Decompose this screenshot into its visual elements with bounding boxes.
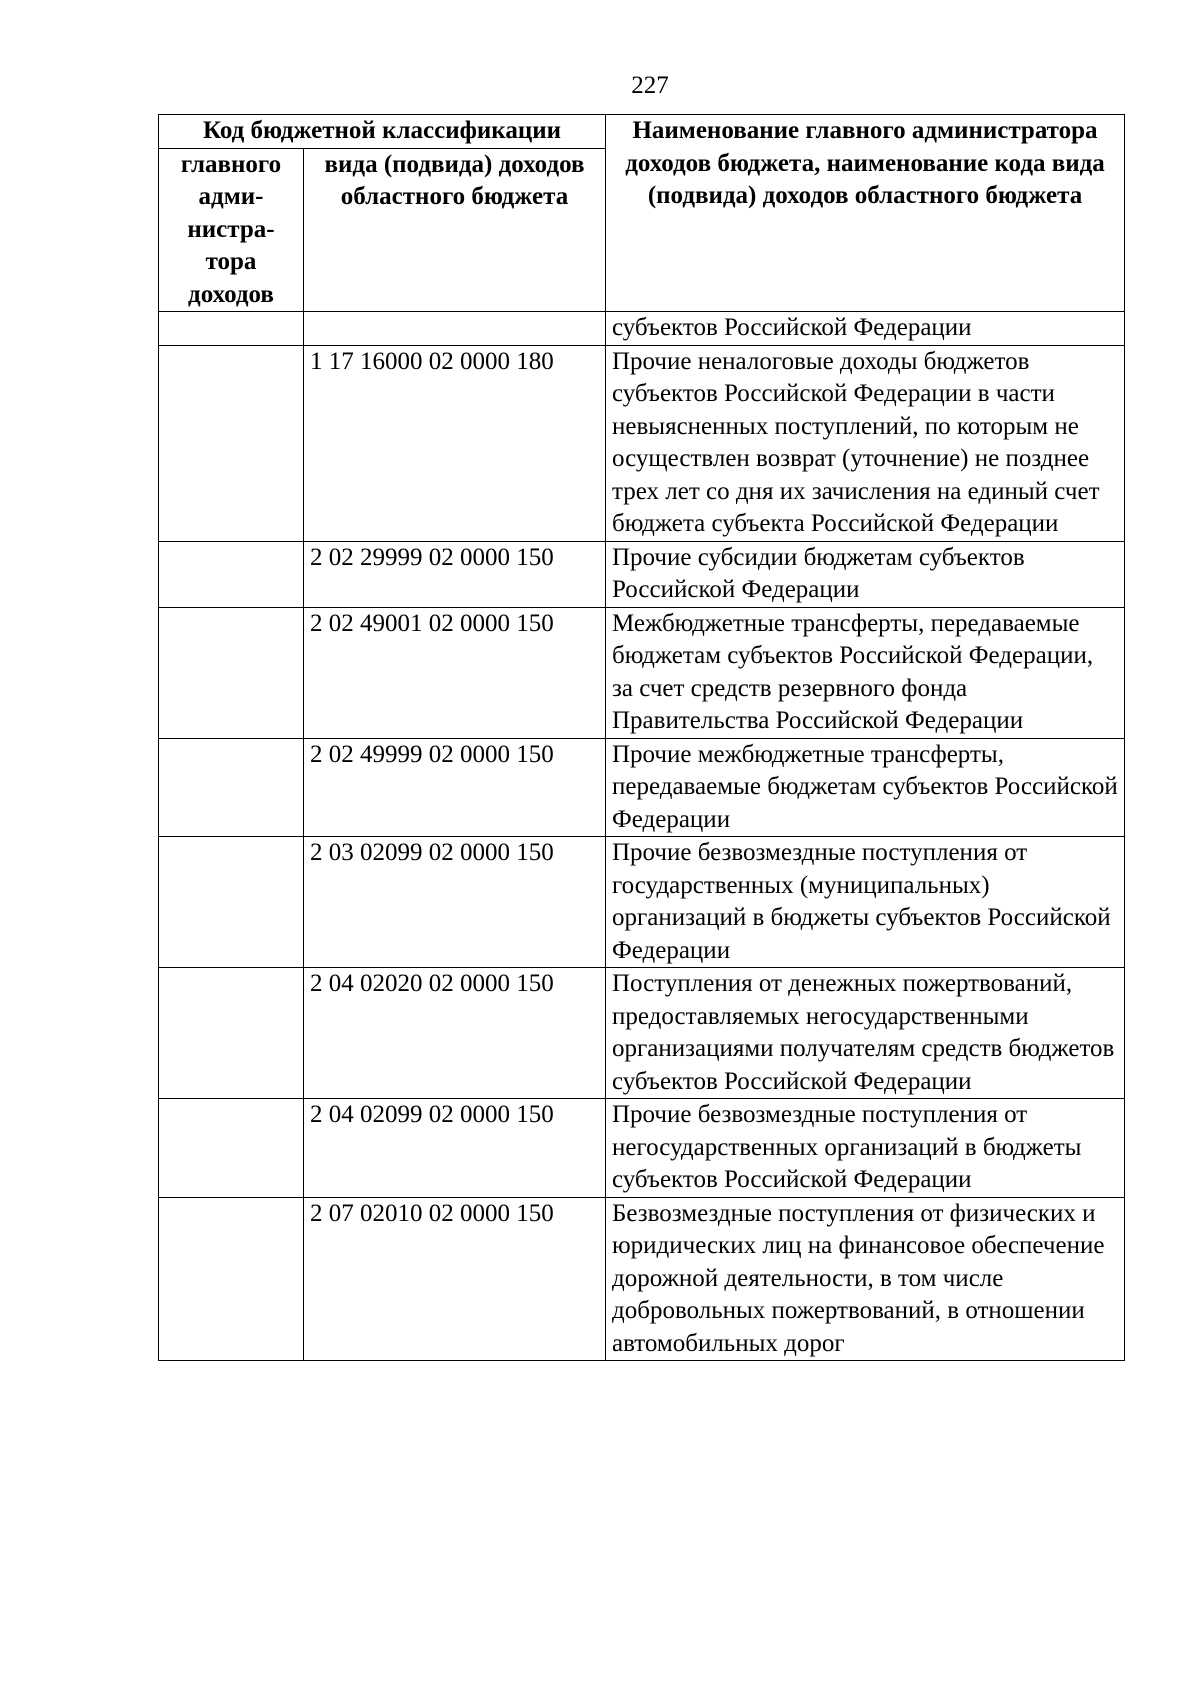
table-row [159,607,1125,738]
cell-name: Прочие неналоговые доходы бюджетов субъектов Российской Федерации в части невыясненных поступлений, по которым не осуществлен возврат (уточнение) не позднее трех лет со дня их зачисления на единый счет бюджета субъекта Российской Федерации [606,345,1125,541]
cell-admin [159,541,304,607]
table-row [159,345,1125,541]
cell-admin [159,607,304,738]
cell-code: 2 04 02020 02 0000 150 [304,968,606,1099]
cell-admin [159,345,304,541]
cell-code: 2 02 49999 02 0000 150 [304,738,606,837]
cell-name: Межбюджетные трансферты, передаваемые бюджетам субъектов Российской Федерации, за счет средств резервного фонда Правительства Российской Федерации [606,607,1125,738]
header-admin: главного адми- нистра- тора доходов [159,148,304,312]
cell-name: Поступления от денежных пожертвований, предоставляемых негосударственными организациями получателям средств бюджетов субъектов Российской Федерации [606,968,1125,1099]
table-body [159,312,1125,1361]
page-number: 227 [631,72,669,99]
cell-code: 2 03 02099 02 0000 150 [304,837,606,968]
cell-admin [159,1197,304,1361]
cell-code: 1 17 16000 02 0000 180 [304,345,606,541]
cell-code: 2 07 02010 02 0000 150 [304,1197,606,1361]
budget-classification-table [158,114,1125,1361]
table-row [159,968,1125,1099]
table-row [159,738,1125,837]
header-kind: вида (подвида) доходов областного бюджета [304,148,606,312]
table-header [159,115,1125,312]
cell-admin [159,738,304,837]
cell-code [304,312,606,346]
header-code-group: Код бюджетной классификации [159,115,606,149]
cell-name: Безвозмездные поступления от физических и юридических лиц на финансовое обеспечение дорожной деятельности, в том числе добровольных пожертвований, в отношении автомобильных дорог [606,1197,1125,1361]
cell-admin [159,968,304,1099]
cell-code: 2 04 02099 02 0000 150 [304,1099,606,1198]
cell-admin [159,1099,304,1198]
header-row-group [159,115,1125,149]
cell-name: Прочие безвозмездные поступления от государственных (муниципальных) организаций в бюджеты субъектов Российской Федерации [606,837,1125,968]
cell-code: 2 02 29999 02 0000 150 [304,541,606,607]
table-row [159,837,1125,968]
cell-admin [159,312,304,346]
cell-code: 2 02 49001 02 0000 150 [304,607,606,738]
header-name: Наименование главного администратора доходов бюджета, наименование кода вида (подвида) доходов областного бюджета [606,115,1125,312]
table-row [159,312,1125,346]
cell-name: Прочие межбюджетные трансферты, передаваемые бюджетам субъектов Российской Федерации [606,738,1125,837]
table-row [159,1099,1125,1198]
table-row [159,541,1125,607]
cell-name: Прочие субсидии бюджетам субъектов Российской Федерации [606,541,1125,607]
cell-name: Прочие безвозмездные поступления от негосударственных организаций в бюджеты субъектов Российской Федерации [606,1099,1125,1198]
cell-name: субъектов Российской Федерации [606,312,1125,346]
table-row [159,1197,1125,1361]
cell-admin [159,837,304,968]
